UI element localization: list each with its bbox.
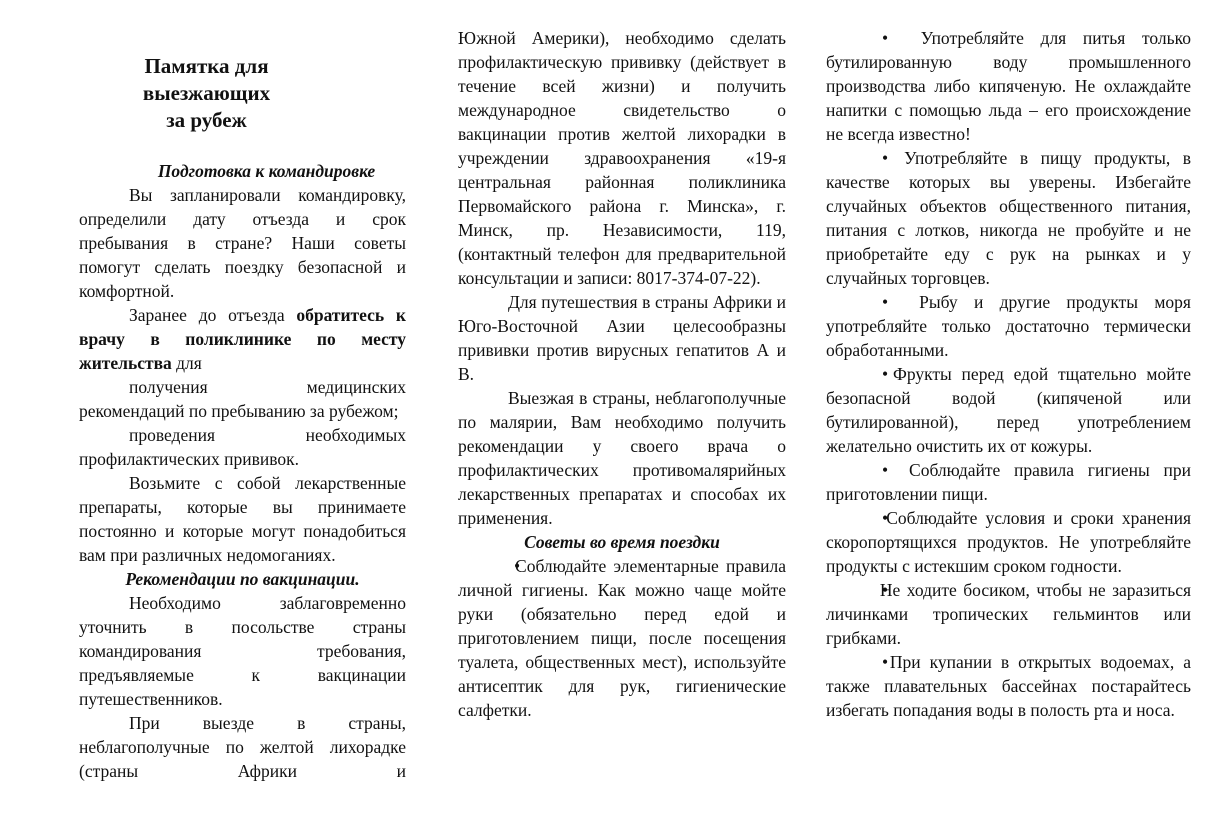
column-right <box>826 0 1191 722</box>
paragraph-medicines: Возьмите с собой лекарственные препараты, которые вы принимаете постоянно и которые могут понадобиться вам при различных недомоганиях. <box>79 473 406 565</box>
paragraph-yellow-fever-cont: Южной Америки), необходимо сделать профилактическую прививку (действует в течение всей жизни) и получить международное свидетельство о вакцинации против желтой лихорадки в учреждении здравоохранения «19-я центральная районная поликлиника Первомайского района г. Минска», г. Минск, пр. Независимости, 119, (контактный телефон для предварительной консультации и записи: 8017-374-07-22). <box>458 28 786 288</box>
bullet-food <box>826 146 1191 290</box>
bullet-text: Употребляйте для питья только бутилированную воду промышленного производства либо кипяченую. Не охлаждайте напитки с помощью льда – его происхождение не всегда известно! <box>826 28 1192 144</box>
title-line-3: за рубеж <box>166 108 247 132</box>
paragraph-yellow-fever-start: При выезде в страны, неблагополучные по желтой лихорадке (страны Африки и <box>79 713 406 781</box>
paragraph-malaria: Выезжая в страны, неблагополучные по малярии, Вам необходимо получить рекомендации у своего врача о профилактических противомалярийных лекарственных препаратах и способах их применения. <box>458 388 786 528</box>
bullet-text: Соблюдайте условия и сроки хранения скоропортящихся продуктов. Не употребляйте продукты с истекшим сроком годности. <box>826 508 1191 576</box>
bullet-cooking-hygiene <box>826 458 1191 506</box>
paragraph-see-doctor <box>79 303 406 375</box>
title-line-2: выезжающих <box>142 81 271 105</box>
paragraph-vaccinations: проведения необходимых профилактических прививок. <box>79 425 406 469</box>
paragraph-embassy: Необходимо заблаговременно уточнить в посольстве страны командирования требования, предъявляемые к вакцинации путешественников. <box>79 593 406 709</box>
heading-during-trip: Советы во время поездки <box>524 532 720 552</box>
title-line-1: Памятка для <box>144 54 269 78</box>
bullet-water <box>826 26 1191 146</box>
column-middle <box>458 0 786 722</box>
bullet-storage <box>826 506 1191 578</box>
bullet-fruits <box>826 362 1191 458</box>
bullet-text: Соблюдайте элементарные правила личной гигиены. Как можно чаще мойте руки (обязательно перед едой и приготовлением пищи, после посещения туалета, общественных мест), используйте антисептик для рук, гигиенические салфетки. <box>458 556 786 720</box>
page-title <box>79 53 334 134</box>
bullet-text: Соблюдайте правила гигиены при приготовлении пищи. <box>826 460 1191 504</box>
paragraph-intro: Вы запланировали командировку, определили дату отъезда и срок пребывания в стране? Наши советы помогут сделать поездку безопасной и комфортной. <box>79 185 406 301</box>
heading-vaccination: Рекомендации по вакцинации. <box>125 569 360 589</box>
heading-preparation: Подготовка к командировке <box>157 161 376 181</box>
bullet-text: Употребляйте в пищу продукты, в качестве которых вы уверены. Избегайте случайных объектов общественного питания, питания с лотков, никогда не пробуйте и не приобретайте еду с рук на рынках и у случайных торговцев. <box>826 148 1191 288</box>
bullet-fish <box>826 290 1191 362</box>
bullet-text: Рыбу и другие продукты моря употребляйте только достаточно термически обработанными. <box>826 292 1191 360</box>
see-doctor-start: Заранее до отъезда <box>129 305 297 325</box>
paragraph-recommendations: получения медицинских рекомендаций по пребыванию за рубежом; <box>79 377 406 421</box>
bullet-barefoot <box>826 578 1191 650</box>
see-doctor-bold: обратитесь к врачу в поликлинике по месту жительства <box>79 305 406 373</box>
paragraph-hepatitis: Для путешествия в страны Африки и Юго-Восточной Азии целесообразны прививки против вирусных гепатитов А и В. <box>458 292 786 384</box>
column-left <box>79 0 406 783</box>
bullet-swimming <box>826 650 1191 722</box>
bullet-text: При купании в открытых водоемах, а также плавательных бассейнах постарайтесь избегать попадания воды в полость рта и носа. <box>826 652 1191 720</box>
see-doctor-end: для <box>171 353 202 373</box>
bullet-text: Фрукты перед едой тщательно мойте безопасной водой (кипяченой или бутилированной), перед употреблением желательно очистить их от кожуры. <box>826 364 1191 456</box>
bullet-text: Не ходите босиком, чтобы не заразиться личинками тропических гельминтов или грибками. <box>826 580 1192 648</box>
bullet-hygiene <box>458 554 786 722</box>
